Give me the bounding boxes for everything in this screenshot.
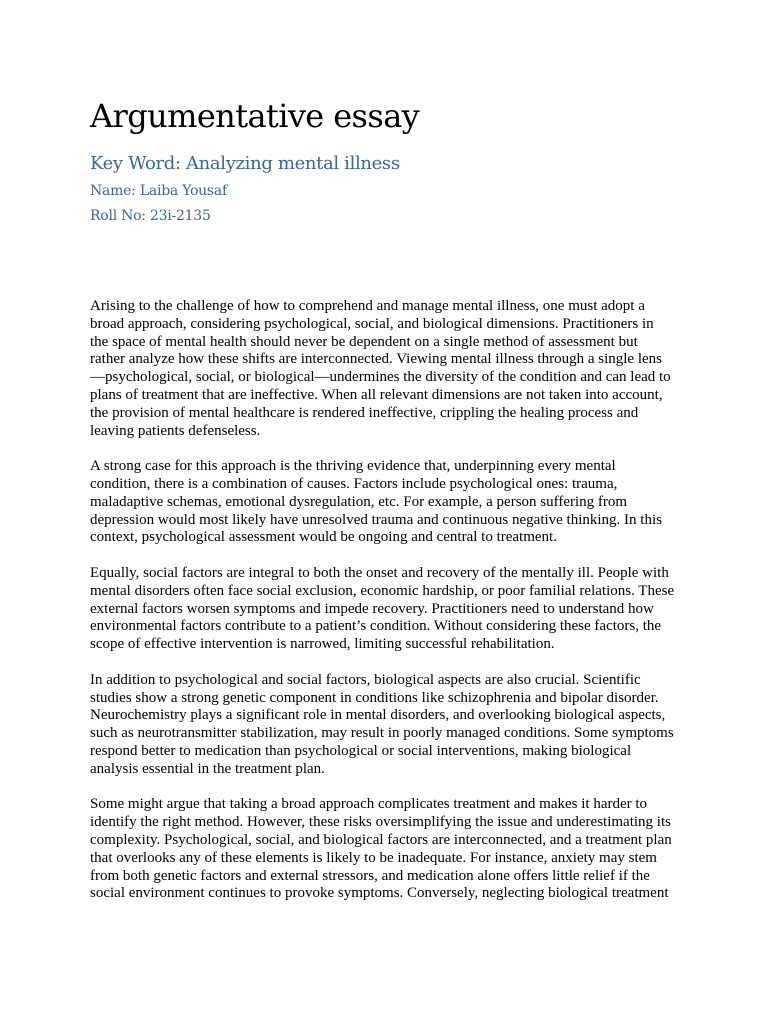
paragraph-line: maladaptive schemas, emotional dysregulation, etc. For example, a person suffering from [90, 493, 628, 510]
essay-paragraph [90, 796, 690, 903]
essay-paragraph [90, 458, 690, 547]
paragraph-line: the space of mental health should never be dependent on a single method of assessment but [90, 333, 638, 350]
paragraph-line: plans of treatment that are ineffective. When all relevant dimensions are not taken into account, [90, 386, 663, 403]
document-title: Argumentative essay [90, 97, 420, 135]
paragraph-line: the provision of mental healthcare is rendered ineffective, crippling the healing process and [90, 404, 639, 421]
paragraph-line: mental disorders often face social exclusion, economic hardship, or poor familial relations. These [90, 582, 675, 599]
paragraph-line: environmental factors contribute to a patient’s condition. Without considering these factors, the [90, 618, 662, 635]
paragraph-line: context, psychological assessment would be ongoing and central to treatment. [90, 529, 557, 546]
paragraph-line: complexity. Psychological, social, and biological factors are interconnected, and a treatment plan [90, 831, 672, 848]
paragraph-line: respond better to medication than psychological or social interventions, making biological [90, 742, 632, 759]
paragraph-line: broad approach, considering psychological, social, and biological dimensions. Practitioners in [90, 315, 654, 332]
essay-paragraph [90, 565, 690, 654]
keyword-heading: Key Word: Analyzing mental illness [90, 153, 400, 174]
paragraph-line: In addition to psychological and social factors, biological aspects are also crucial. Scientific [90, 671, 641, 688]
paragraph-line: leaving patients defenseless. [90, 422, 261, 439]
paragraph-line: Some might argue that taking a broad approach complicates treatment and makes it harder to [90, 796, 648, 813]
paragraph-line: rather analyze how these shifts are interconnected. Viewing mental illness through a single lens [90, 351, 662, 368]
paragraph-line: external factors worsen symptoms and impede recovery. Practitioners need to understand how [90, 600, 654, 617]
paragraph-line: identify the right method. However, these risks oversimplifying the issue and underestimating its [90, 814, 671, 831]
paragraph-line: studies show a strong genetic component in conditions like schizophrenia and bipolar disorder. [90, 689, 659, 706]
paragraph-line: A strong case for this approach is the thriving evidence that, underpinning every mental [90, 458, 616, 475]
essay-paragraph [90, 672, 690, 779]
roll-number: Roll No: 23i-2135 [90, 208, 211, 224]
paragraph-line: Equally, social factors are integral to both the onset and recovery of the mentally ill. People with [90, 564, 669, 581]
paragraph-line: Arising to the challenge of how to comprehend and manage mental illness, one must adopt a [90, 298, 645, 314]
paragraph-line: depression would most likely have unresolved trauma and continuous negative thinking. In this [90, 511, 662, 528]
paragraph-line: such as neurotransmitter stabilization, may result in poorly managed conditions. Some symptoms [90, 725, 674, 742]
paragraph-line: —psychological, social, or biological—undermines the diversity of the condition and can lead to [90, 369, 671, 386]
paragraph-line: from both genetic factors and external stressors, and medication alone offers little relief if the [90, 867, 650, 884]
paragraph-line: scope of effective intervention is narrowed, limiting successful rehabilitation. [90, 636, 555, 653]
author-name: Name: Laiba Yousaf [90, 183, 227, 199]
essay-paragraph [90, 298, 690, 440]
paragraph-line: Neurochemistry plays a significant role in mental disorders, and overlooking biological aspects, [90, 707, 666, 724]
paragraph-line: analysis essential in the treatment plan. [90, 760, 325, 777]
paragraph-line: condition, there is a combination of causes. Factors include psychological ones: trauma, [90, 475, 618, 492]
essay-body [90, 298, 690, 921]
paragraph-line: that overlooks any of these elements is likely to be inadequate. For instance, anxiety may stem [90, 849, 657, 866]
paragraph-line: social environment continues to provoke symptoms. Conversely, neglecting biological treatment [90, 885, 669, 902]
